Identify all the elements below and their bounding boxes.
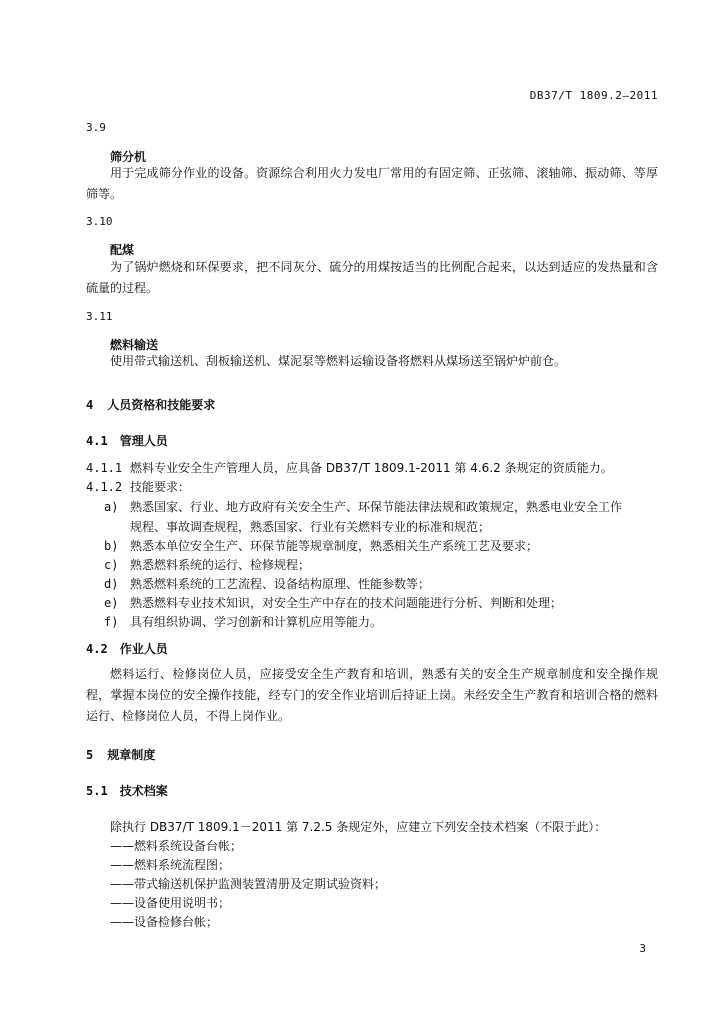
list-item-d <box>104 575 430 592</box>
list-item-a <box>104 498 622 515</box>
clause-text: 燃料专业安全生产管理人员，应具备 DB37/T 1809.1-2011 第 4.6.2 条规定的资质能力。 <box>130 461 613 475</box>
chapter-number: 4 <box>86 398 94 412</box>
section-4-1-heading <box>86 432 168 449</box>
term-fuel-conveying: 燃料输送 <box>110 338 159 352</box>
list-mark: c) <box>104 558 119 572</box>
definition-3-10: 为了锅炉燃烧和环保要求，把不同灰分、硫分的用煤按适当的比例配合起来，以达到适应的发热量和含硫量的过程。 <box>86 260 658 295</box>
paragraph-5-1-intro: 除执行 DB37/T 1809.1－2011 第 7.2.5 条规定外，应建立下列安全技术档案（不限于此）： <box>110 820 607 834</box>
clause-number-3-11: 3.11 <box>86 310 113 323</box>
clause-4-1-1 <box>86 459 613 476</box>
list-mark: b) <box>104 539 119 553</box>
clause-number: 4.1.1 <box>86 461 123 475</box>
list-item-f <box>104 613 382 630</box>
clause-text: 技能要求： <box>130 480 191 494</box>
list-item-a-continued: 规程、事故调查规程，熟悉国家、行业有关燃料专业的标准和规范； <box>130 520 491 534</box>
dash-item: ——带式输送机保护监测装置清册及定期试验资料； <box>110 877 387 891</box>
section-title: 作业人员 <box>119 642 168 656</box>
list-mark: a) <box>104 500 119 514</box>
list-item-b <box>104 537 538 554</box>
dash-item: ——设备检修台帐； <box>110 915 219 929</box>
list-text: 具有组织协调、学习创新和计算机应用等能力。 <box>130 615 383 629</box>
list-text: 熟悉燃料系统的运行、检修规程； <box>130 558 311 572</box>
list-mark: e) <box>104 596 119 610</box>
list-text: 熟悉燃料系统的工艺流程、设备结构原理、性能参数等； <box>130 577 431 591</box>
chapter-number: 5 <box>86 748 94 762</box>
term-coal-blending: 配煤 <box>110 243 135 257</box>
section-title: 管理人员 <box>119 434 168 448</box>
chapter-title: 人员资格和技能要求 <box>107 398 216 412</box>
dash-item: ——设备使用说明书； <box>110 896 231 910</box>
list-item-c <box>104 556 310 573</box>
list-text: 熟悉国家、行业、地方政府有关安全生产、环保节能法律法规和政策规定，熟悉电业安全工作 <box>130 500 623 514</box>
definition-3-11: 使用带式输送机、刮板输送机、煤泥泵等燃料运输设备将燃料从煤场送至锅炉炉前仓。 <box>110 354 567 368</box>
section-4-2-heading <box>86 640 168 657</box>
chapter-4-heading <box>86 396 215 413</box>
list-text: 熟悉本单位安全生产、环保节能等规章制度，熟悉相关生产系统工艺及要求； <box>130 539 539 553</box>
clause-4-1-2 <box>86 478 190 495</box>
dash-item: ——燃料系统流程图； <box>110 858 231 872</box>
definition-3-9: 用于完成筛分作业的设备。资源综合利用火力发电厂常用的有固定筛、正弦筛、滚轴筛、振动筛、等厚筛等。 <box>86 166 658 201</box>
page-number: 3 <box>639 942 646 955</box>
section-number: 5.1 <box>86 784 108 798</box>
clause-number: 4.1.2 <box>86 480 123 494</box>
list-mark: f) <box>104 615 119 629</box>
clause-number-3-9: 3.9 <box>86 121 106 134</box>
paragraph-4-2: 燃料运行、检修岗位人员，应接受安全生产教育和培训，熟悉有关的安全生产规章制度和安全操作规程，掌握本岗位的安全操作技能，经专门的安全作业培训后持证上岗。未经安全生产教育和培训合格的燃料运行、检修岗位人员，不得上岗作业。 <box>86 667 658 723</box>
term-screening-machine: 筛分机 <box>110 150 147 164</box>
dash-item: ——燃料系统设备台帐； <box>110 839 243 853</box>
list-item-e <box>104 594 562 611</box>
list-text: 熟悉燃料专业技术知识，对安全生产中存在的技术问题能进行分析、判断和处理； <box>130 596 563 610</box>
section-5-1-heading <box>86 782 168 799</box>
chapter-5-heading <box>86 746 155 763</box>
section-title: 技术档案 <box>119 784 168 798</box>
document-code: DB37/T 1809.2—2011 <box>529 89 658 102</box>
section-number: 4.2 <box>86 642 108 656</box>
chapter-title: 规章制度 <box>107 748 156 762</box>
clause-number-3-10: 3.10 <box>86 215 113 228</box>
section-number: 4.1 <box>86 434 108 448</box>
list-mark: d) <box>104 577 119 591</box>
